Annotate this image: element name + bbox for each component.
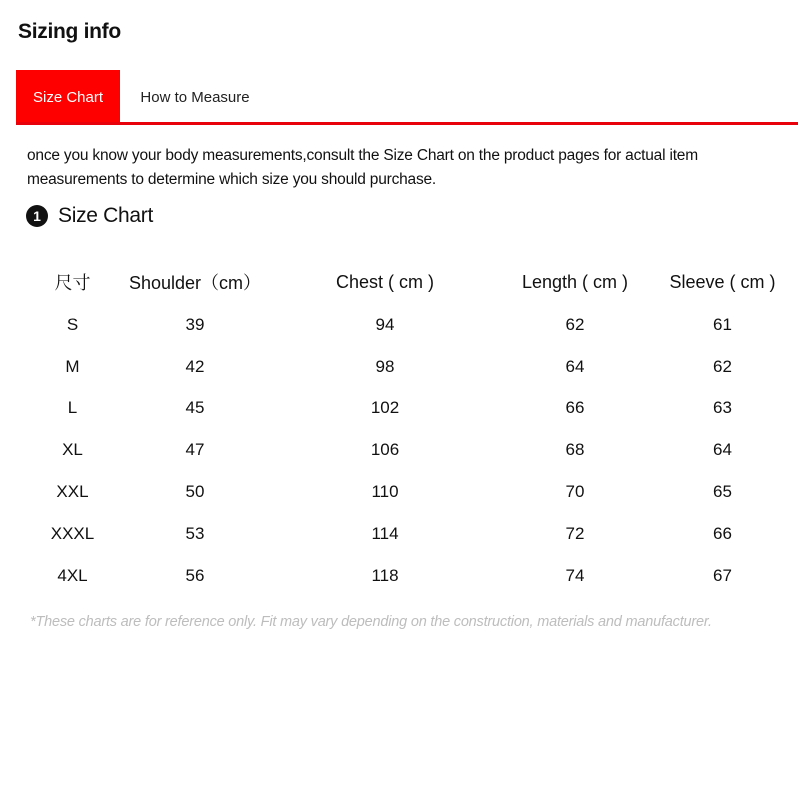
cell-length: 70 [565, 482, 585, 502]
cell-shoulder: 56 [185, 565, 205, 585]
table-row [20, 346, 800, 388]
cell-chest: 110 [371, 482, 399, 502]
header-sleeve: Sleeve ( cm ) [669, 271, 776, 292]
cell-chest: 94 [375, 314, 395, 334]
cell-size: XXL [56, 482, 89, 502]
cell-chest: 98 [375, 356, 395, 376]
cell-length: 62 [565, 314, 585, 334]
table-header-row [20, 260, 800, 304]
page-title: Sizing info [18, 20, 121, 43]
cell-shoulder: 50 [185, 482, 205, 502]
cell-sleeve: 65 [713, 482, 732, 502]
cell-shoulder: 39 [185, 314, 205, 334]
section-heading [26, 201, 153, 231]
cell-size: M [65, 356, 80, 376]
cell-sleeve: 67 [713, 565, 732, 585]
table-row [20, 555, 800, 597]
header-length: Length ( cm ) [521, 271, 629, 292]
header-shoulder: Shoulder（cm） [128, 273, 262, 293]
cell-length: 68 [565, 440, 585, 460]
cell-length: 66 [565, 398, 585, 418]
cell-size: XL [62, 440, 83, 460]
cell-size: XXXL [50, 523, 95, 543]
number-one-icon: 1 [26, 205, 48, 227]
section-label: Size Chart [58, 204, 154, 227]
size-table [20, 260, 800, 597]
table-row [20, 304, 800, 346]
cell-chest: 102 [370, 398, 400, 418]
table-row [20, 513, 800, 555]
cell-shoulder: 42 [185, 356, 205, 376]
tab-size-chart[interactable]: Size Chart [16, 70, 120, 122]
tab-how-to-measure[interactable]: How to Measure [140, 89, 250, 106]
cell-chest: 118 [371, 565, 399, 585]
table-row [20, 429, 800, 471]
cell-sleeve: 62 [713, 356, 732, 376]
header-size: 尺寸 [54, 273, 91, 293]
cell-sleeve: 66 [713, 523, 732, 543]
cell-shoulder: 47 [185, 440, 205, 460]
cell-length: 74 [565, 565, 585, 585]
cell-size: S [66, 314, 79, 334]
table-row [20, 471, 800, 513]
tab-bar [16, 70, 798, 125]
cell-length: 64 [565, 356, 585, 376]
intro-text: once you know your body measurements,consult the Size Chart on the product pages for actual item measurements to determine which size you should purchase. [27, 147, 698, 188]
cell-chest: 114 [371, 523, 399, 543]
table-row [20, 388, 800, 430]
cell-chest: 106 [370, 440, 400, 460]
header-chest: Chest ( cm ) [335, 271, 434, 292]
cell-shoulder: 45 [185, 398, 205, 418]
cell-size: 4XL [57, 565, 88, 585]
cell-sleeve: 61 [713, 314, 732, 334]
footnote: *These charts are for reference only. Fit may vary depending on the construction, materials and manufacturer. [30, 614, 712, 630]
cell-shoulder: 53 [185, 523, 205, 543]
cell-sleeve: 63 [713, 398, 732, 418]
cell-sleeve: 64 [713, 440, 732, 460]
cell-length: 72 [565, 523, 585, 543]
cell-size: L [67, 398, 78, 418]
